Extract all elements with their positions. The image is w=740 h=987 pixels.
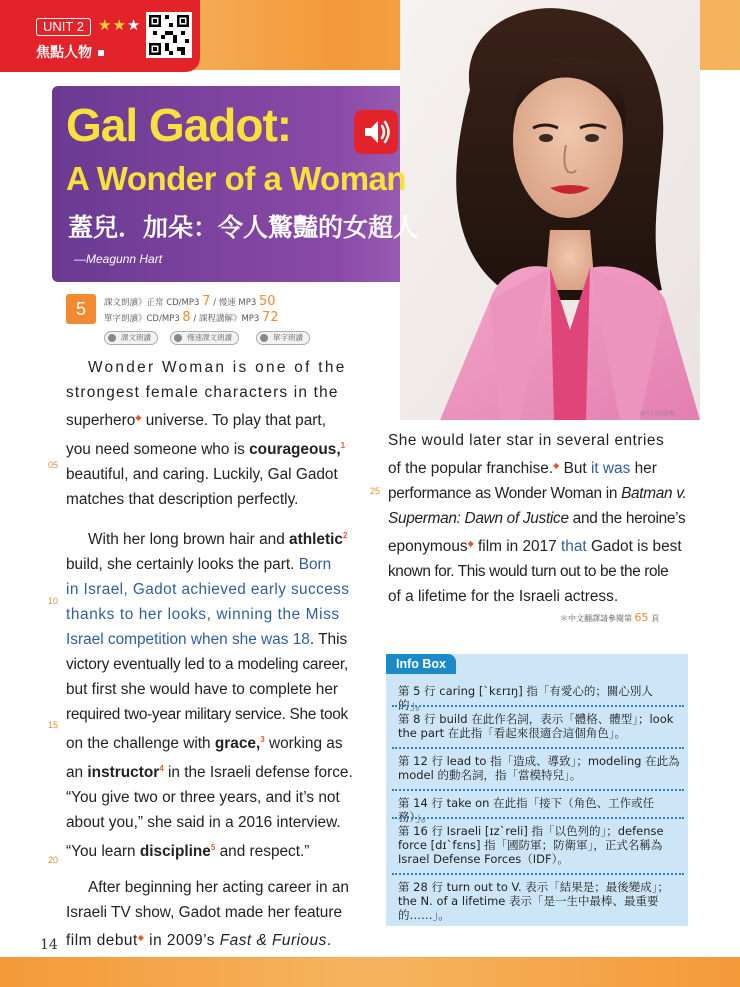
portrait-photo bbox=[400, 0, 700, 420]
text-span: in the Israeli defense force. bbox=[163, 764, 353, 781]
qr-code-icon[interactable] bbox=[146, 12, 192, 58]
text-line: After beginning her acting career in an bbox=[88, 879, 349, 896]
text-span: “You learn bbox=[66, 843, 140, 860]
byline: —Meagunn Hart bbox=[74, 252, 163, 266]
highlighted-text: Israel competition when she was 18 bbox=[66, 631, 310, 648]
track-info-line-1 bbox=[104, 294, 276, 309]
track-info-text: / 課程講解》MP3 bbox=[193, 314, 260, 324]
footnote-page: 65 bbox=[634, 611, 649, 624]
vocab-word: grace, bbox=[214, 735, 261, 752]
text-line bbox=[388, 506, 688, 531]
bottom-decorative-bar bbox=[0, 957, 740, 987]
track-cd-number: 8 bbox=[182, 310, 191, 325]
highlighted-text: in Israel, Gadot achieved early success bbox=[66, 581, 350, 598]
audio-pill-slow-reading[interactable]: 慢速課文朗讀 bbox=[170, 331, 239, 345]
text-line bbox=[66, 552, 354, 577]
text-span: working as bbox=[264, 735, 343, 752]
difficulty-stars bbox=[98, 16, 141, 34]
diamond-icon: ◆ bbox=[135, 413, 142, 422]
text-span: and respect.” bbox=[215, 843, 310, 860]
audio-pill-vocab-reading[interactable]: 單字朗讀 bbox=[256, 331, 310, 345]
vocab-word: instructor bbox=[87, 764, 160, 781]
photo-credit: 圖片 / 達志影像 bbox=[640, 411, 675, 417]
track-info-text: / 慢速 MP3 bbox=[213, 298, 257, 308]
audio-pill-text-reading[interactable]: 課文朗讀 bbox=[104, 331, 158, 345]
text-span: film in 2017 bbox=[473, 538, 561, 555]
footnote-text: ＊中文翻譯請參閱第 bbox=[560, 614, 632, 623]
text-span: an bbox=[66, 764, 88, 781]
text-line bbox=[66, 835, 354, 864]
text-span: . bbox=[326, 932, 332, 949]
movie-title: Superman: Dawn of Justice bbox=[388, 510, 569, 527]
vocab-word: athletic bbox=[289, 531, 343, 548]
text-span: on the challenge with bbox=[66, 735, 215, 752]
info-box-item: 第 12 行 lead to 指「造成、導致」；modeling 在此為 model 的動名詞，指「當模特兒」。 bbox=[398, 754, 680, 782]
text-span: and the heroine’s bbox=[568, 510, 686, 527]
track-number: 5 bbox=[66, 294, 96, 324]
section-label bbox=[36, 42, 104, 62]
line-number: 20 bbox=[48, 855, 59, 865]
text-span: eponymous bbox=[388, 538, 468, 555]
line-number: 25 bbox=[370, 486, 381, 496]
text-line bbox=[66, 433, 354, 462]
vocab-word: discipline bbox=[139, 843, 211, 860]
info-box-label: Info Box bbox=[386, 654, 456, 674]
vocab-number: 4 bbox=[159, 764, 164, 773]
text-span: of the popular franchise. bbox=[388, 460, 554, 477]
text-line: Wonder Woman is one of the bbox=[88, 359, 347, 376]
line-number: 10 bbox=[48, 596, 59, 606]
text-span: film debut bbox=[66, 932, 138, 949]
article-title: Gal Gadot: bbox=[66, 99, 292, 151]
footnote-suffix: 頁 bbox=[651, 614, 660, 623]
text-line bbox=[66, 925, 354, 953]
text-line: about you,” she said in a 2016 interview. bbox=[66, 814, 341, 831]
text-line: “You give two or three years, and it’s not bbox=[66, 789, 340, 806]
text-line: victory eventually led to a modeling career, bbox=[66, 656, 349, 673]
track-cd-number: 7 bbox=[202, 294, 211, 309]
movie-title: Fast & Furious bbox=[219, 932, 327, 949]
track-info-text: 課文朗讀》正常 CD/MP3 bbox=[104, 298, 200, 308]
divider bbox=[392, 789, 684, 791]
text-line bbox=[66, 727, 354, 756]
info-box-item: 第 16 行 Israeli [ɪzˋreli] 指「以色列的」；defense force [dɪˋfɛns] 指「國防軍；防衛軍」，正式名稱為 Israel Defense Forces（IDF）。 bbox=[398, 824, 664, 866]
text-line bbox=[66, 756, 354, 785]
diamond-icon: ◆ bbox=[137, 933, 145, 942]
section-label-text: 焦點人物 bbox=[36, 45, 92, 61]
text-line: She would later star in several entries bbox=[388, 432, 665, 449]
text-span: . This bbox=[309, 631, 348, 648]
track-info-line-2 bbox=[104, 310, 279, 325]
text-line: of a lifetime for the Israeli actress. bbox=[388, 588, 619, 605]
page-number: 14 bbox=[40, 937, 58, 953]
translation-footnote bbox=[560, 611, 659, 624]
text-span: her bbox=[630, 460, 657, 477]
info-box-item: 第 8 行 build 在此作名詞，表示「體格、體型」；look the part 在此指「看起來很適合這個角色」。 bbox=[398, 712, 674, 740]
highlighted-text: thanks to her looks, winning the Miss bbox=[66, 606, 340, 623]
text-span: superhero bbox=[66, 412, 136, 429]
text-span: performance as Wonder Woman in bbox=[388, 485, 622, 502]
line-number: 15 bbox=[48, 720, 59, 730]
text-line: beautiful, and caring. Luckily, Gal Gadot bbox=[66, 466, 338, 483]
text-span: you need someone who is bbox=[66, 441, 250, 458]
article-title-chinese: 蓋兒．加朵：令人驚豔的女超人 bbox=[68, 213, 419, 242]
vocab-word: courageous, bbox=[249, 441, 341, 458]
movie-title: Batman v. bbox=[621, 485, 687, 502]
article-column-left bbox=[66, 355, 354, 953]
text-line bbox=[66, 523, 354, 552]
square-bullet-icon bbox=[98, 50, 104, 56]
text-line: required two-year military service. She took bbox=[66, 706, 348, 723]
vocab-number: 2 bbox=[342, 531, 348, 540]
unit-tab bbox=[0, 0, 200, 72]
divider bbox=[392, 873, 684, 875]
text-span: in 2009’s bbox=[144, 932, 220, 949]
text-line bbox=[66, 627, 354, 652]
text-span: build, she certainly looks the part. bbox=[66, 556, 299, 573]
text-span: But bbox=[559, 460, 591, 477]
info-box-item: 第 28 行 turn out to V. 表示「結果是；最後變成」；the N. of a lifetime 表示「是一生中最棒、最重要的……」。 bbox=[398, 880, 670, 922]
article-subtitle: A Wonder of a Woman bbox=[66, 160, 407, 197]
highlighted-text: Born bbox=[298, 556, 332, 573]
text-line bbox=[388, 531, 688, 559]
difficulty-stars-filled: ★★ bbox=[98, 17, 127, 34]
text-line bbox=[388, 481, 688, 506]
vocab-number: 1 bbox=[340, 441, 346, 450]
difficulty-stars-empty: ★ bbox=[126, 17, 142, 34]
divider bbox=[392, 747, 684, 749]
text-line: but first she would have to complete her bbox=[66, 681, 339, 698]
info-box-item: 第 5 行 caring [ˋkɛrɪŋ] 指「有愛心的；關心別人的」。 bbox=[398, 684, 653, 712]
highlighted-text: it was bbox=[590, 460, 631, 477]
text-line bbox=[388, 453, 688, 481]
vocab-number: 5 bbox=[210, 843, 216, 852]
text-line: known for. This would turn out to be the role bbox=[388, 563, 669, 580]
diamond-icon: ◆ bbox=[553, 461, 560, 470]
text-line: strongest female characters in the bbox=[66, 384, 339, 401]
text-span: Gadot is best bbox=[586, 538, 682, 555]
highlighted-text: that bbox=[561, 538, 587, 555]
divider bbox=[392, 705, 684, 707]
text-line bbox=[66, 405, 354, 433]
vocab-number: 3 bbox=[260, 735, 265, 744]
divider bbox=[392, 817, 684, 819]
diamond-icon: ◆ bbox=[467, 539, 474, 548]
track-info-text: 單字朗讀》CD/MP3 bbox=[104, 314, 180, 324]
info-box-item: 第 14 行 take on 在此指「接下（角色、工作或任務）」。 bbox=[398, 796, 655, 824]
unit-label: UNIT 2 bbox=[36, 18, 91, 36]
text-line: matches that description perfectly. bbox=[66, 491, 299, 508]
text-line: Israeli TV show, Gadot made her feature bbox=[66, 904, 343, 921]
text-span: universe. To play that part, bbox=[141, 412, 326, 429]
line-number: 05 bbox=[48, 460, 59, 470]
article-column-right bbox=[388, 428, 688, 609]
track-mp3-number: 72 bbox=[262, 310, 279, 325]
text-span: With her long brown hair and bbox=[88, 531, 290, 548]
audio-speaker-icon[interactable] bbox=[354, 110, 398, 154]
track-mp3-number: 50 bbox=[258, 294, 276, 309]
